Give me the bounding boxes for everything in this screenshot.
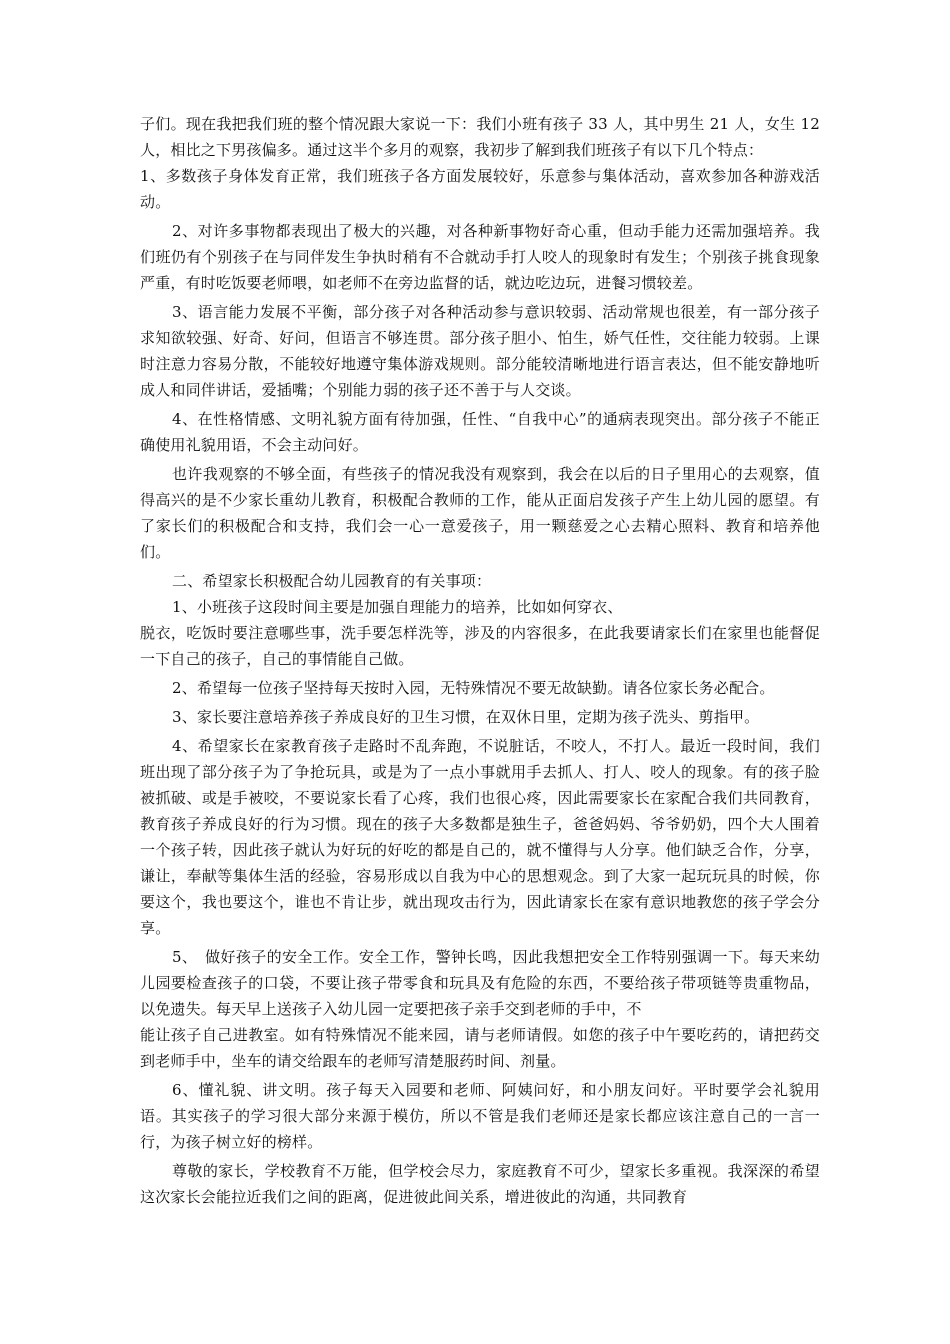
document-page [140,111,820,1210]
paragraph-item-3: 3、家长要注意培养孩子养成良好的卫生习惯，在双休日里，定期为孩子洗头、剪指甲。 [172,708,760,726]
paragraph-item-5: 5、 做好孩子的安全工作。安全工作，警钟长鸣，因此我想把安全工作特别强调一下。每天来幼儿园要检查孩子的口袋，不要让孩子带零食和玩具及有危险的东西，不要给孩子带项链等贵重物品，以免遗失。每天早上送孩子入幼儿园一定要把孩子亲手交到老师的手中，不 [140,948,820,1018]
paragraph-point-4: 4、在性格情感、文明礼貌方面有待加强，任性、“自我中心”的通病表现突出。部分孩子不能正确使用礼貌用语，不会主动问好。 [140,410,820,454]
paragraph-closing: 尊敬的家长，学校教育不万能，但学校会尽力，家庭教育不可少，望家长多重视。我深深的希望这次家长会能拉近我们之间的距离，促进彼此间关系，增进彼此的沟通，共同教育 [140,1162,820,1206]
paragraph-item-5-continued: 能让孩子自己进教室。如有特殊情况不能来园，请与老师请假。如您的孩子中午要吃药的，请把药交到老师手中，坐车的请交给跟车的老师写清楚服药时间、剂量。 [140,1026,820,1070]
paragraph-item-1-continued: 脱衣，吃饭时要注意哪些事，洗手要怎样洗等，涉及的内容很多，在此我要请家长们在家里也能督促一下自己的孩子，自己的事情能自己做。 [140,624,820,668]
paragraph-observation-summary: 也许我观察的不够全面，有些孩子的情况我没有观察到，我会在以后的日子里用心的去观察，值得高兴的是不少家长重幼儿教育，积极配合教师的工作，能从正面启发孩子产生上幼儿园的愿望。有了家长们的积极配合和支持，我们会一心一意爱孩子，用一颗慈爱之心去精心照料、教育和培养他们。 [140,465,820,561]
paragraph-item-1-start: 1、小班孩子这段时间主要是加强自理能力的培养，比如如何穿衣、 [172,598,623,616]
paragraph-point-1: 1、多数孩子身体发育正常，我们班孩子各方面发展较好，乐意参与集体活动，喜欢参加各种游戏活动。 [140,167,820,211]
paragraph-item-4: 4、希望家长在家教育孩子走路时不乱奔跑，不说脏话，不咬人，不打人。最近一段时间，我们班出现了部分孩子为了争抢玩具，或是为了一点小事就用手去抓人、打人、咬人的现象。有的孩子脸被抓破、或是手被咬，不要说家长看了心疼，我们也很心疼，因此需要家长在家配合我们共同教育，教育孩子养成良好的行为习惯。现在的孩子大多数都是独生子，爸爸妈妈、爷爷奶奶，四个大人围着一个孩子转，因此孩子就认为好玩的好吃的都是自己的，就不懂得与人分享。他们缺乏合作，分享，谦让，奉献等集体生活的经验，容易形成以自我为中心的思想观念。到了大家一起玩玩具的时候，你要这个，我也要这个，谁也不肯让步，就出现攻击行为，因此请家长在家有意识地教您的孩子学会分享。 [140,737,820,937]
paragraph-class-overview: 子们。现在我把我们班的整个情况跟大家说一下：我们小班有孩子 33 人，其中男生 21 人，女生 12 人，相比之下男孩偏多。通过这半个多月的观察，我初步了解到我们班孩子有以下几个特点： [140,115,820,159]
paragraph-point-2: 2、对许多事物都表现出了极大的兴趣，对各种新事物好奇心重，但动手能力还需加强培养。我们班仍有个别孩子在与同伴发生争执时稍有不合就动手打人咬人的现象时有发生；个别孩子挑食现象严重，有时吃饭要老师喂，如老师不在旁边监督的话，就边吃边玩，进餐习惯较差。 [140,222,820,292]
section-heading-parent-cooperation: 二、希望家长积极配合幼儿园教育的有关事项： [172,572,492,590]
paragraph-item-6: 6、懂礼貌、讲文明。孩子每天入园要和老师、阿姨问好，和小朋友问好。平时要学会礼貌用语。其实孩子的学习很大部分来源于模仿，所以不管是我们老师还是家长都应该注意自己的一言一行，为孩子树立好的榜样。 [140,1081,820,1151]
paragraph-point-3: 3、语言能力发展不平衡，部分孩子对各种活动参与意识较弱、活动常规也很差，有一部分孩子求知欲较强、好奇、好问，但语言不够连贯。部分孩子胆小、怕生，娇气任性，交往能力较弱。上课时注意力容易分散，不能较好地遵守集体游戏规则。部分能较清晰地进行语言表达，但不能安静地听成人和同伴讲话，爱插嘴；个别能力弱的孩子还不善于与人交谈。 [140,303,820,399]
paragraph-item-2: 2、希望每一位孩子坚持每天按时入园，无特殊情况不要无故缺勤。请各位家长务必配合。 [172,679,775,697]
